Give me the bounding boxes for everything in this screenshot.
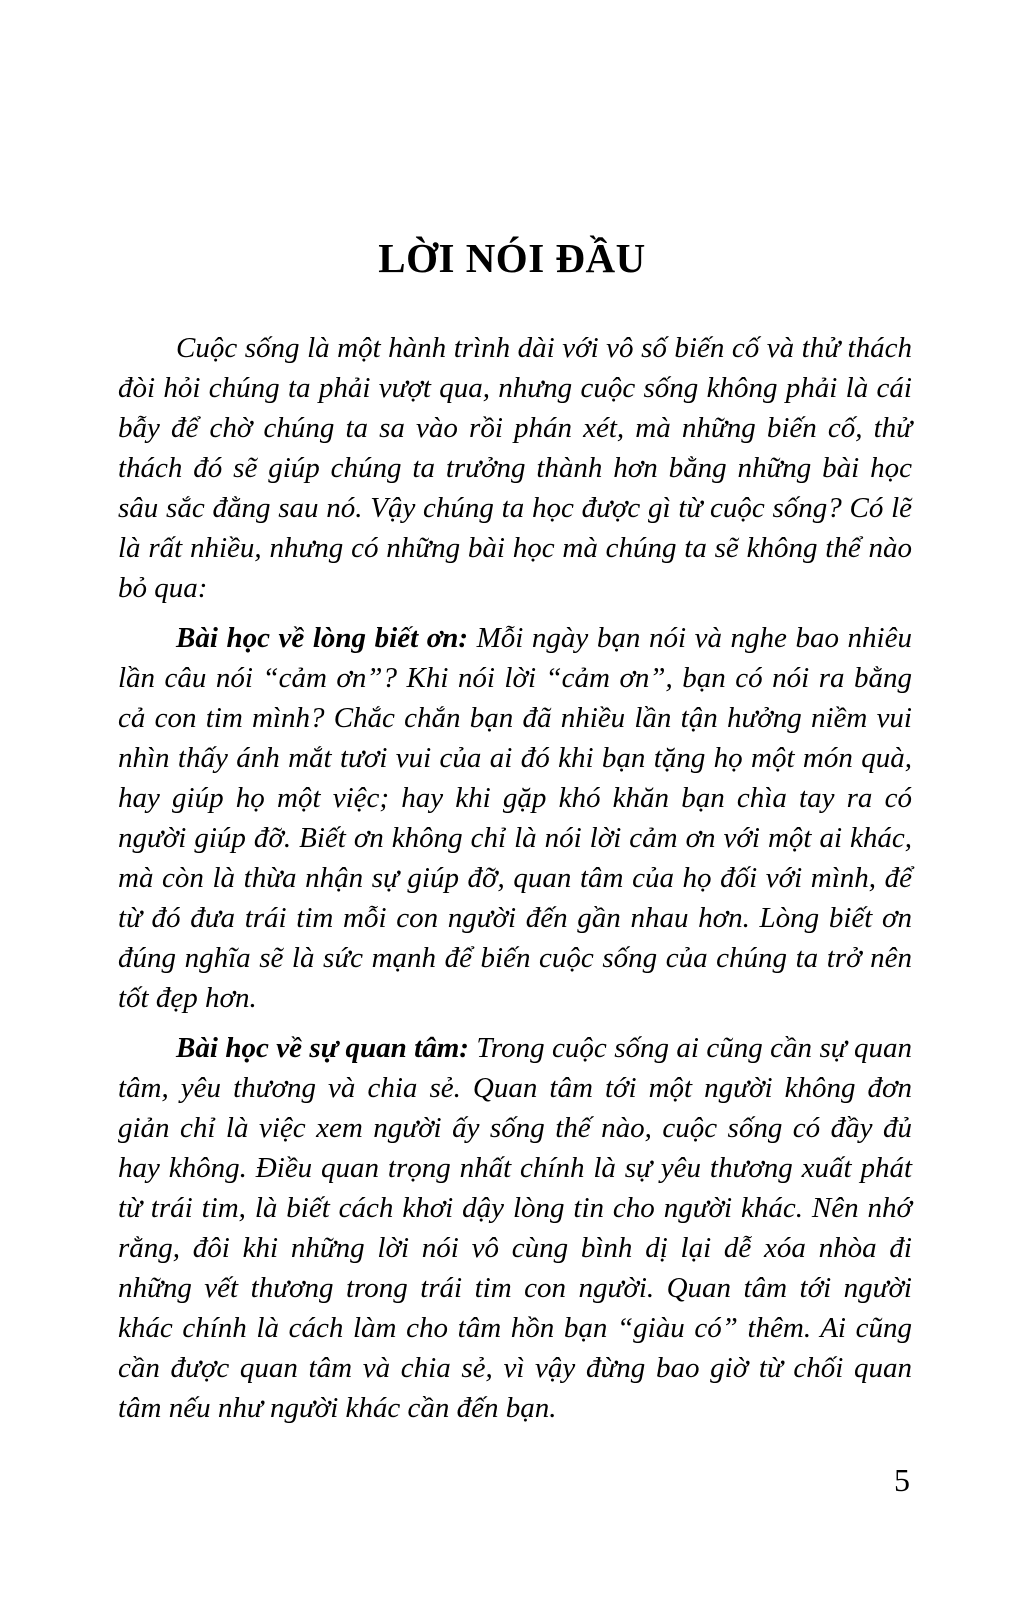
paragraph-gratitude-lesson [118,618,912,1018]
paragraph-text: Mỗi ngày bạn nói và nghe bao nhiêu lần câu nói “cảm ơn”? Khi nói lời “cảm ơn”, bạn có nói ra bằng cả con tim mình? Chắc chắn bạn đã nhiều lần tận hưởng niềm vui nhìn thấy ánh mắt tươi vui của ai đó khi bạn tặng họ một món quà, hay giúp họ một việc; hay khi gặp khó khăn bạn chìa tay ra có người giúp đỡ. Biết ơn không chỉ là nói lời cảm ơn với một ai khác, mà còn là thừa nhận sự giúp đỡ, quan tâm của họ đối với mình, để từ đó đưa trái tim mỗi con người đến gần nhau hơn. Lòng biết ơn đúng nghĩa sẽ là sức mạnh để biến cuộc sống của chúng ta trở nên tốt đẹp hơn. [118,622,912,1014]
paragraph-caring-lesson [118,1028,912,1428]
paragraph-lead: Bài học về lòng biết ơn: [176,622,469,654]
page-title: LỜI NÓI ĐẦU [378,235,646,281]
paragraph-text: Cuộc sống là một hành trình dài với vô số biến cố và thử thách đòi hỏi chúng ta phải vượt qua, nhưng cuộc sống không phải là cái bẫy để chờ chúng ta sa vào rồi phán xét, mà những biến cố, thử thách đó sẽ giúp chúng ta trưởng thành hơn bằng những bài học sâu sắc đằng sau nó. Vậy chúng ta học được gì từ cuộc sống? Có lẽ là rất nhiều, nhưng có những bài học mà chúng ta sẽ không thể nào bỏ qua: [118,332,912,604]
paragraph-lead: Bài học về sự quan tâm: [176,1032,469,1064]
page-number: 5 [894,1462,910,1498]
paragraph-text: Trong cuộc sống ai cũng cần sự quan tâm, yêu thương và chia sẻ. Quan tâm tới một người không đơn giản chỉ là việc xem người ấy sống thế nào, cuộc sống có đầy đủ hay không. Điều quan trọng nhất chính là sự yêu thương xuất phát từ trái tim, là biết cách khơi dậy lòng tin cho người khác. Nên nhớ rằng, đôi khi những lời nói vô cùng bình dị lại dễ xóa nhòa đi những vết thương trong trái tim con người. Quan tâm tới người khác chính là cách làm cho tâm hồn bạn “giàu có” thêm. Ai cũng cần được quan tâm và chia sẻ, vì vậy đừng bao giờ từ chối quan tâm nếu như người khác cần đến bạn. [118,1032,912,1424]
paragraph-intro [118,328,912,608]
page-content [118,328,912,1438]
